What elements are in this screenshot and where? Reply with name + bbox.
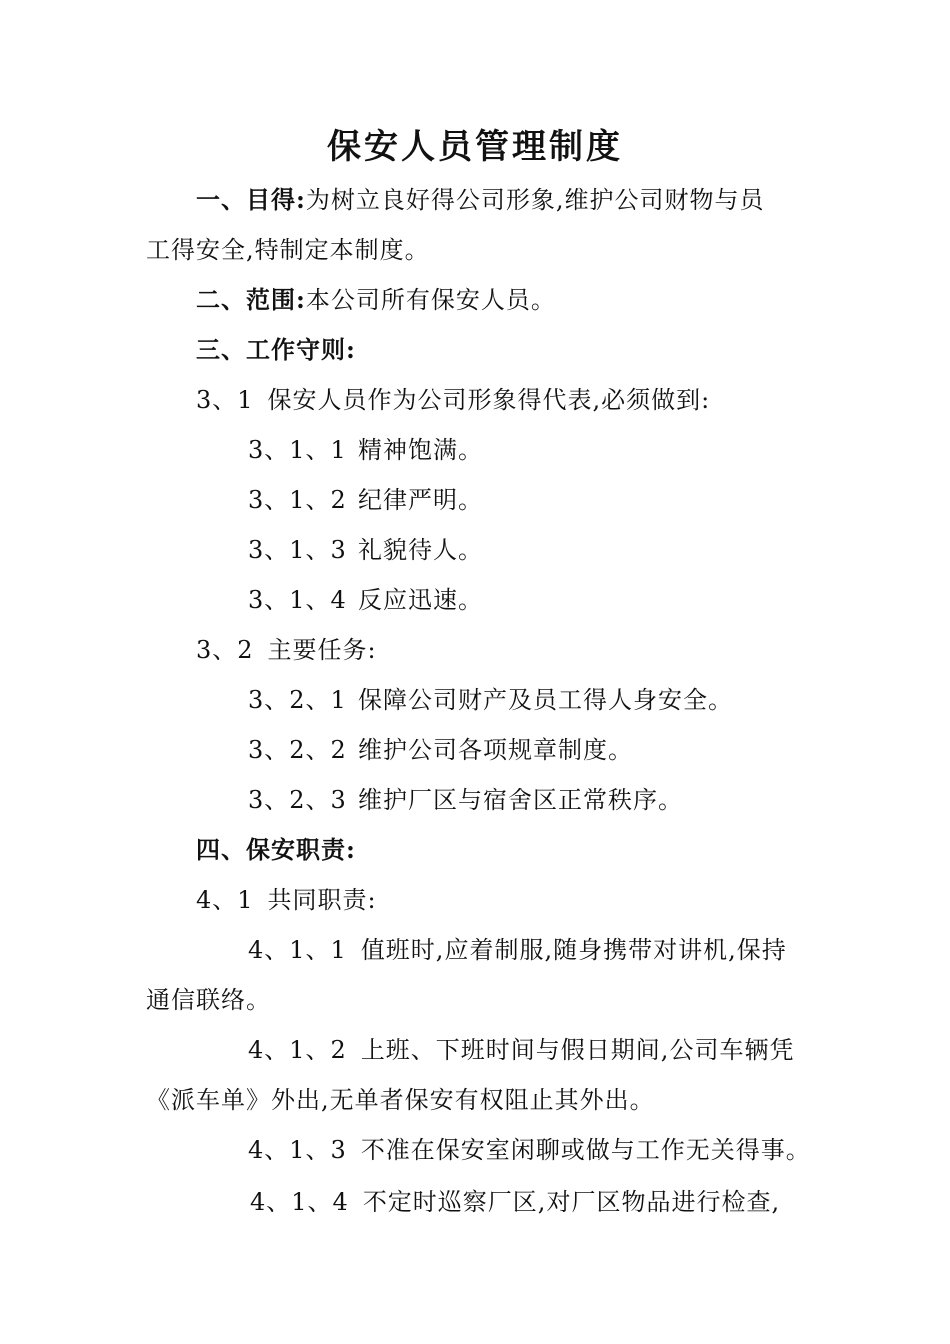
item-3-2-3	[248, 782, 683, 818]
item-text: 保安人员作为公司形象得代表,必须做到:	[267, 386, 711, 414]
item-text: 不定时巡察厂区,对厂区物品进行检查,	[362, 1188, 781, 1216]
section-2-heading: 二、范围:	[196, 285, 306, 314]
item-number: 4、1、3	[248, 1136, 347, 1164]
item-number: 4、1、1	[248, 936, 347, 964]
item-3-1	[196, 382, 710, 418]
item-4-1-3	[248, 1132, 811, 1168]
section-3-heading: 三、工作守则:	[196, 335, 356, 364]
item-text: 反应迅速。	[358, 586, 483, 614]
item-text: 不准在保安室闲聊或做与工作无关得事。	[360, 1136, 811, 1164]
item-text: 主要任务:	[267, 636, 377, 664]
section-1-line-2: 工得安全,特制定本制度。	[146, 236, 430, 264]
item-text: 维护厂区与宿舍区正常秩序。	[358, 786, 683, 814]
section-1-text: 为树立良好得公司形象,维护公司财物与员	[305, 186, 765, 214]
item-text: 上班、下班时间与假日期间,公司车辆凭	[360, 1036, 795, 1064]
item-4-1-4	[250, 1184, 780, 1220]
section-2-text: 本公司所有保安人员。	[305, 286, 556, 314]
item-text: 礼貌待人。	[358, 536, 483, 564]
item-number: 3、2、3	[248, 786, 347, 814]
item-number: 3、1、1	[248, 436, 347, 464]
item-3-2	[196, 632, 377, 668]
item-number: 3、1、4	[248, 586, 347, 614]
item-3-1-3	[248, 532, 483, 568]
item-number: 4、1	[196, 886, 254, 914]
item-text: 纪律严明。	[358, 486, 483, 514]
item-4-1-1-continued: 通信联络。	[146, 986, 271, 1014]
item-number: 3、2、1	[248, 686, 347, 714]
section-4-heading: 四、保安职责:	[196, 835, 356, 864]
item-text: 保障公司财产及员工得人身安全。	[358, 686, 733, 714]
section-1-line-1	[196, 182, 765, 218]
item-number: 3、2	[196, 636, 254, 664]
item-4-1-1	[248, 932, 787, 968]
item-3-1-1	[248, 432, 483, 468]
section-2-line	[196, 282, 556, 318]
item-number: 4、1、2	[248, 1036, 347, 1064]
section-1-heading: 一、目得:	[196, 185, 306, 214]
item-3-1-4	[248, 582, 483, 618]
item-text: 精神饱满。	[358, 436, 483, 464]
item-3-1-2	[248, 482, 483, 518]
item-text: 维护公司各项规章制度。	[358, 736, 633, 764]
document-title: 保安人员管理制度	[327, 127, 623, 167]
item-number: 3、1、3	[248, 536, 347, 564]
item-number: 3、1	[196, 386, 254, 414]
item-4-1-2	[248, 1032, 794, 1068]
item-number: 3、2、2	[248, 736, 347, 764]
item-text: 值班时,应着制服,随身携带对讲机,保持	[360, 936, 787, 964]
item-4-1	[196, 882, 377, 918]
item-text: 共同职责:	[267, 886, 377, 914]
item-number: 3、1、2	[248, 486, 347, 514]
item-number: 4、1、4	[250, 1188, 349, 1216]
item-4-1-2-continued: 《派车单》外出,无单者保安有权阻止其外出。	[146, 1086, 655, 1114]
item-3-2-1	[248, 682, 733, 718]
item-3-2-2	[248, 732, 633, 768]
